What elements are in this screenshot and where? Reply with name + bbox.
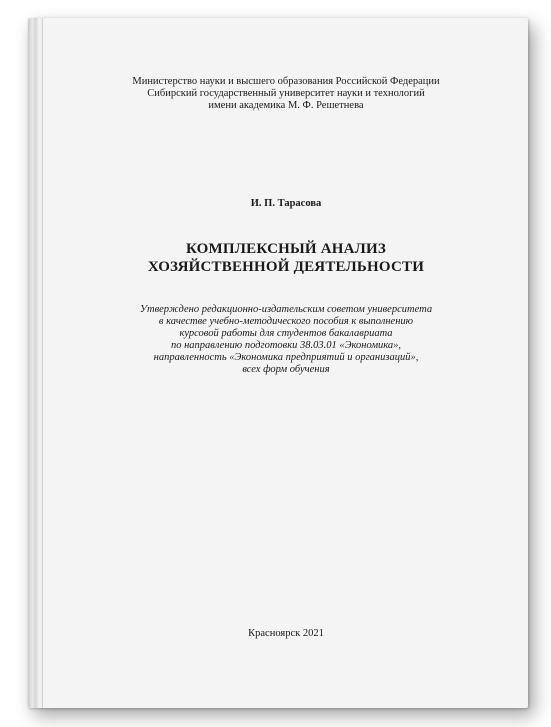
spine-edge (42, 18, 43, 708)
university-name-line: имени академика М. Ф. Решетнева (208, 100, 364, 111)
book-title (44, 240, 528, 276)
book-cover (28, 18, 528, 708)
title-line-1: КОМПЛЕКСНЫЙ АНАЛИЗ (185, 241, 387, 257)
city-year: Красноярск 2021 (248, 628, 324, 639)
institution-header (44, 76, 528, 112)
approval-statement (44, 304, 528, 376)
approval-line-2: в качестве учебно-методического пособия к выполнению (158, 316, 414, 327)
approval-line-1: Утверждено редакционно-издательским советом университета (139, 304, 433, 315)
book-spine (28, 18, 42, 708)
title-page (44, 18, 528, 708)
author-name: И. П. Тарасова (250, 198, 322, 209)
title-line-2: ХОЗЯЙСТВЕННОЙ ДЕЯТЕЛЬНОСТИ (147, 259, 425, 275)
approval-line-5: направленность «Экономика предприятий и организаций», (153, 352, 419, 363)
approval-line-3: курсовой работы для студентов бакалавриата (179, 328, 393, 339)
ministry-line: Министерство науки и высшего образования Российской Федерации (132, 76, 440, 87)
approval-line-6: всех форм обучения (242, 364, 330, 375)
university-line: Сибирский государственный университет науки и технологий (147, 88, 425, 99)
approval-line-4: по направлению подготовки 38.03.01 «Экономика», (170, 340, 402, 351)
